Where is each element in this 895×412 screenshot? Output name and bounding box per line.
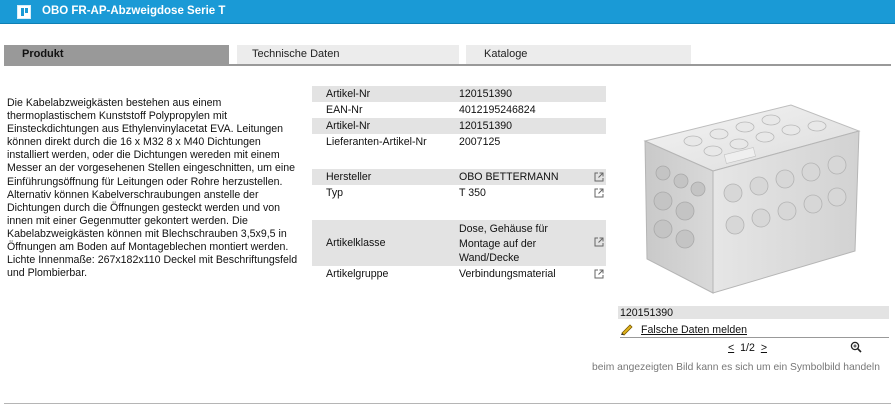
description-line: Öffnungen am Boden auf Montageblechen montiert werden. [7,241,289,254]
report-bar [620,322,889,338]
tab-underline [4,64,891,66]
description-line: Kabelabzweigkästen können mit Blechschrauben 3,5x9,5 in [7,227,287,240]
spec-table [312,86,606,282]
spec-label: Artikelklasse [326,237,386,249]
spec-gap [312,201,606,220]
description-line: Dichtungen durch die Öffnungen gesteckt werden und von [7,201,281,214]
tab-produkt[interactable]: Produkt [4,45,229,64]
description-line: Messer an der vorgesehenen Stellen eingeschnitten, um eine [7,162,295,175]
image-pager [728,342,767,354]
spec-label: Artikel-Nr [326,88,371,100]
page-title: OBO FR-AP-Abzweigdose Serie T [42,5,226,17]
spec-value: T 350 [459,187,486,199]
pencil-icon [620,322,634,336]
description-line: Die Kabelabzweigkästen bestehen aus einem [7,97,222,109]
description-line: Alternativ können Kabelverschraubungen anstelle der [7,188,259,201]
next-image-button[interactable]: > [760,342,768,354]
spec-label: EAN-Nr [326,104,363,116]
zoom-icon[interactable] [850,341,862,353]
image-caption: 120151390 [618,306,889,319]
spec-label: Lieferanten-Artikel-Nr [326,136,427,148]
product-image[interactable] [641,101,865,295]
obo-logo-icon [17,5,31,19]
spec-value: 4012195246824 [459,104,536,116]
spec-label: Artikelgruppe [326,268,389,280]
spec-label: Hersteller [326,171,372,183]
external-link-icon[interactable] [594,188,604,198]
tab-technische-daten[interactable]: Technische Daten [237,45,459,64]
description-line: können direkt durch die 16 x M32 8 x M40 Dichtungen [7,136,261,149]
spec-row-artikel-nr [312,86,606,102]
spec-gap [312,150,606,169]
external-link-icon[interactable] [594,269,604,279]
title-bar [0,0,895,24]
spec-value: 120151390 [459,120,513,132]
report-wrong-data-link[interactable]: Falsche Daten melden [641,324,747,336]
spec-value: 2007125 [459,136,501,148]
page-indicator: 1/2 [740,342,755,354]
spec-value: Dose, Gehäuse für Montage auf der Wand/Decke [459,223,548,264]
description-line: Einführungsöffnung für Leitungen oder Rohre herzustellen. [7,175,283,188]
description-line: Lichte Innenmaße: 267x182x110 Deckel mit Beschriftungsfeld [7,254,298,267]
spec-value: Verbindungsmaterial [459,268,556,280]
description-line: thermoplastischem Kunststoff Polypropylen mit [7,110,228,123]
spec-row-artikelgruppe [312,266,606,282]
spec-row-lieferant [312,134,606,150]
symbol-image-note: beim angezeigten Bild kann es sich um ein Symbolbild handeln [592,362,880,373]
spec-value: OBO BETTERMANN [459,171,559,183]
spec-row-typ [312,185,606,201]
tab-bar [4,45,891,64]
external-link-icon[interactable] [594,237,604,247]
prev-image-button[interactable]: < [728,342,735,354]
description-line: innen mit einer Gegenmutter gekontert werden. Die [7,214,248,227]
spec-row-hersteller [312,169,606,185]
tab-kataloge[interactable]: Kataloge [466,45,691,64]
spec-value: 120151390 [459,88,513,100]
spec-label: Artikel-Nr [326,120,371,132]
description-line: Einsteckdichtungen aus Ethylenvinylacetat EVA. Leitungen [7,123,284,136]
spec-row-artikelklasse [312,220,606,266]
external-link-icon[interactable] [594,172,604,182]
spec-row-artikel-nr-2 [312,118,606,134]
description-line: installiert werden, oder die Dichtungen wereden mit einem [7,149,280,162]
description-line: und Plombierbar. [7,267,88,280]
spec-label: Typ [326,187,344,199]
spec-row-ean [312,102,606,118]
product-description [7,97,307,280]
bottom-divider [4,403,891,404]
